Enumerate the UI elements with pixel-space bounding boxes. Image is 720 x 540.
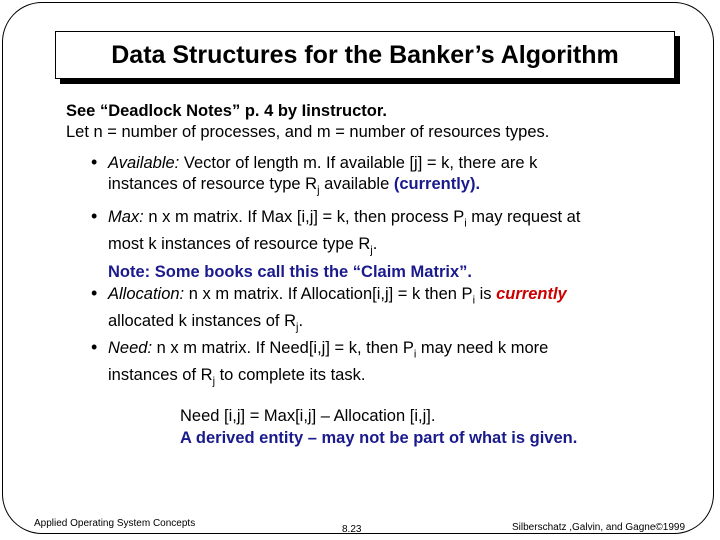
bullet-dot: •: [91, 152, 98, 172]
emphasis-currently: (currently).: [393, 175, 481, 193]
claim-matrix-note: Note: Some books call this the “Claim Matrix”.: [108, 262, 472, 281]
subscript: i: [413, 348, 417, 361]
bullet-line-1: Vector of length m. If available [j] = k, there are k: [183, 154, 538, 172]
formula-line-2: A derived entity – may not be part of what is given.: [180, 429, 578, 447]
bullet-label: Need:: [108, 339, 153, 357]
emphasis-currently: currently: [496, 285, 567, 303]
bullet-dot: •: [91, 337, 98, 357]
footer-right: Silberschatz ,Galvin, and Gagne©1999: [512, 522, 686, 533]
bullet-label: Max:: [108, 208, 144, 226]
bullet-line-1-cont: is: [475, 285, 497, 303]
bullet-line-1-cont: may need k more: [416, 339, 549, 357]
bullet-dot: •: [91, 283, 98, 303]
bullet-line-2: most k instances of resource type R: [108, 235, 371, 254]
bullet-line-2: instances of R: [108, 366, 213, 385]
bullet-line-1: n x m matrix. If Max [i,j] = k, then process P: [148, 208, 465, 226]
subscript: i: [472, 294, 476, 307]
bullet-label: Available:: [108, 154, 180, 172]
bullet-label: Allocation:: [108, 285, 185, 303]
bullet-line-2-cont: .: [372, 235, 378, 254]
bullet-line-2: allocated k instances of R: [108, 312, 297, 331]
intro-text: [66, 101, 549, 143]
bullet-dot: •: [91, 206, 98, 226]
intro-line-1: See “Deadlock Notes” p. 4 by Iinstructor.: [66, 102, 387, 120]
bullet-line-2-cont: .: [298, 312, 304, 331]
subscript: j: [212, 375, 216, 388]
intro-line-2: Let n = number of processes, and m = number of resources types.: [66, 123, 550, 141]
bullet-line-2: instances of resource type R: [108, 175, 318, 193]
subscript: j: [370, 244, 373, 257]
subscript: i: [464, 217, 467, 230]
bullet-line-2-cont: available: [319, 175, 394, 193]
subscript: j: [296, 321, 299, 334]
bullet-line-2-cont: to complete its task.: [215, 366, 366, 385]
subscript: j: [317, 184, 320, 197]
footer-page-number: 8.23: [342, 524, 362, 535]
slide-title: Data Structures for the Banker’s Algorithm: [55, 31, 675, 79]
bullet-line-1: n x m matrix. If Need[i,j] = k, then P: [156, 339, 414, 357]
bullet-line-1-cont: may request at: [466, 208, 581, 226]
need-formula: [180, 405, 577, 449]
formula-line-1: Need [i,j] = Max[i,j] – Allocation [i,j].: [180, 407, 436, 425]
bullet-line-1: n x m matrix. If Allocation[i,j] = k then P: [188, 285, 473, 303]
footer-left: Applied Operating System Concepts: [34, 518, 196, 529]
